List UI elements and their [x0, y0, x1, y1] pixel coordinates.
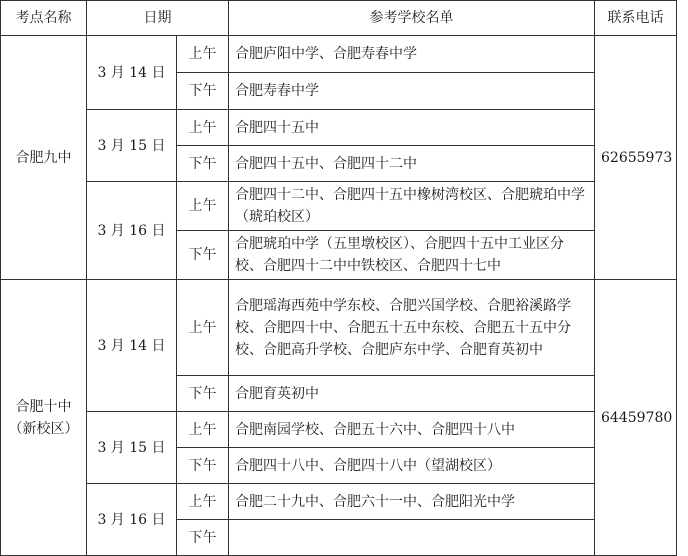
header-date: 日期: [87, 1, 229, 36]
session-half: 上午: [177, 412, 229, 448]
session-half: 下午: [177, 231, 229, 280]
table-row: [1, 280, 677, 376]
schools-cell: 合肥琥珀中学（五里墩校区）、合肥四十五中工业区分校、合肥四十二中中铁校区、合肥四十七中: [229, 231, 595, 280]
header-phone: 联系电话: [595, 1, 677, 36]
table-row: [1, 110, 677, 146]
session-half: 上午: [177, 110, 229, 146]
schools-cell: 合肥庐阳中学、合肥寿春中学: [229, 36, 595, 73]
schools-cell: 合肥二十九中、合肥六十一中、合肥阳光中学: [229, 484, 595, 520]
schools-cell: 合肥南园学校、合肥五十六中、合肥四十八中: [229, 412, 595, 448]
phone-cell: 64459780: [595, 280, 677, 556]
schools-cell: 合肥四十五中: [229, 110, 595, 146]
site-name: 合肥九中: [15, 149, 72, 166]
site-name-cell: [1, 36, 87, 280]
session-half: 下午: [177, 73, 229, 110]
date-cell: 3 月 15 日: [87, 110, 177, 182]
site-campus: （新校区）: [8, 420, 79, 437]
header-site: 考点名称: [1, 1, 87, 36]
session-half: 上午: [177, 484, 229, 520]
table-row: [1, 484, 677, 520]
header-schools: 参考学校名单: [229, 1, 595, 36]
date-cell: 3 月 16 日: [87, 182, 177, 280]
schools-cell: 合肥育英初中: [229, 376, 595, 412]
phone-cell: 62655973: [595, 36, 677, 280]
session-half: 上午: [177, 36, 229, 73]
date-cell: 3 月 14 日: [87, 280, 177, 412]
session-half: 上午: [177, 182, 229, 231]
date-cell: 3 月 14 日: [87, 36, 177, 110]
schools-cell: 合肥四十八中、合肥四十八中（望湖校区）: [229, 448, 595, 484]
site-name-cell: [1, 280, 87, 556]
site-name: 合肥十中: [15, 398, 72, 415]
table-row: [1, 36, 677, 73]
date-cell: 3 月 15 日: [87, 412, 177, 484]
schools-cell: [229, 520, 595, 556]
date-cell: 3 月 16 日: [87, 484, 177, 556]
table-row: [1, 412, 677, 448]
table-row: [1, 182, 677, 231]
session-half: 下午: [177, 146, 229, 182]
schools-cell: 合肥瑶海西苑中学东校、合肥兴国学校、合肥裕溪路学校、合肥四十中、合肥五十五中东校、合肥五十五中分校、合肥高升学校、合肥庐东中学、合肥育英初中: [229, 280, 595, 376]
session-half: 下午: [177, 448, 229, 484]
schools-cell: 合肥寿春中学: [229, 73, 595, 110]
header-row: [1, 1, 677, 36]
session-half: 下午: [177, 520, 229, 556]
schools-cell: 合肥四十五中、合肥四十二中: [229, 146, 595, 182]
session-half: 下午: [177, 376, 229, 412]
schools-cell: 合肥四十二中、合肥四十五中橡树湾校区、合肥琥珀中学（琥珀校区）: [229, 182, 595, 231]
session-half: 上午: [177, 280, 229, 376]
